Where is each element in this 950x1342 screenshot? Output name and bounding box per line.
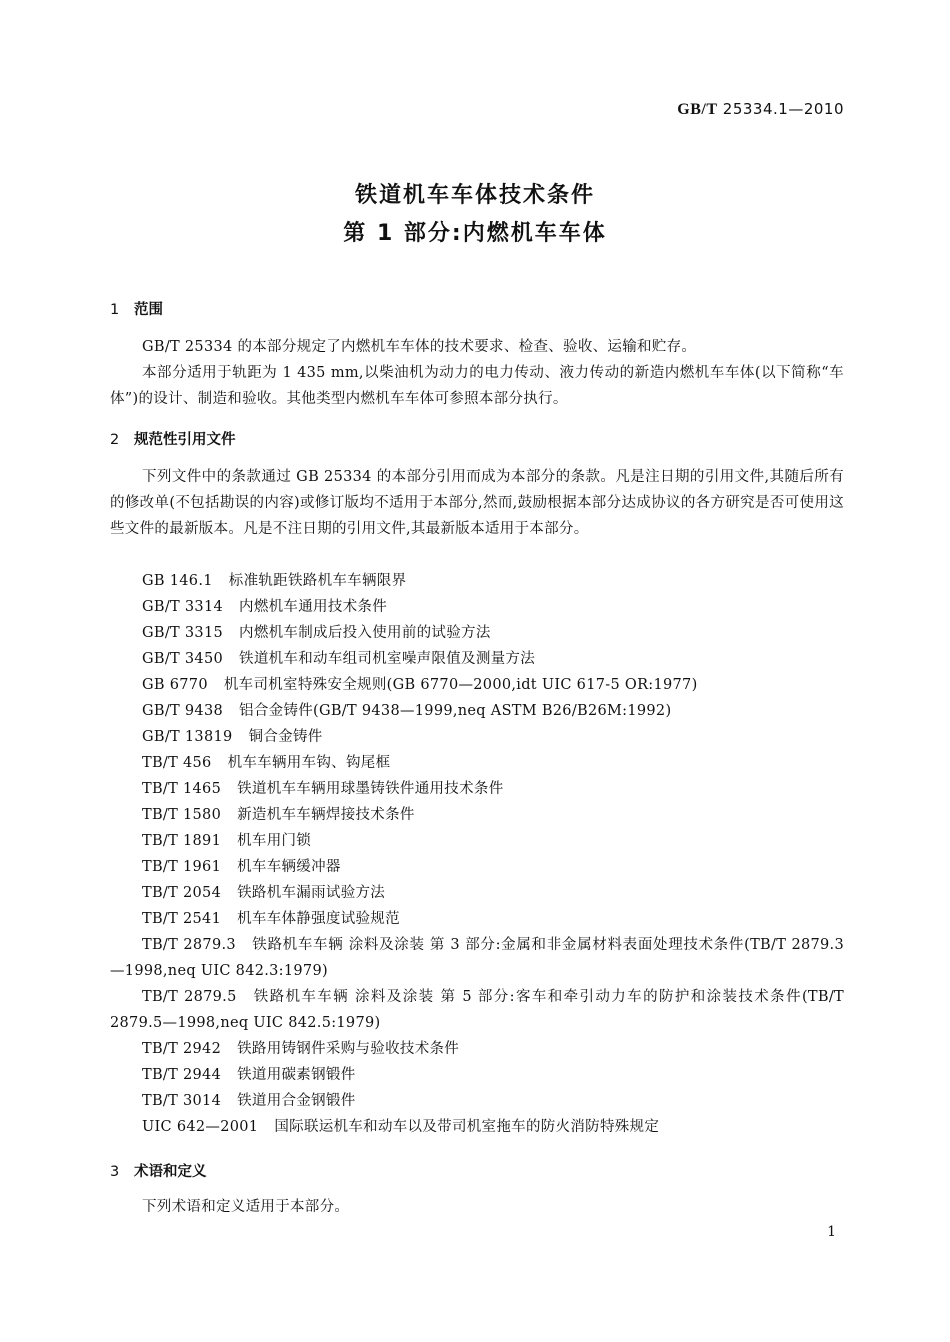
reference-title: 机车用门锁 xyxy=(237,833,312,849)
reference-code: GB/T 9438 xyxy=(142,703,224,719)
section-1-paragraph-2: 本部分适用于轨距为 1 435 mm,以柴油机为动力的电力传动、液力传动的新造内燃机车车体(以下简称“车体”)的设计、制造和验收。其他类型内燃机车车体可参照本部分执行。 xyxy=(110,365,844,407)
reference-item xyxy=(142,568,406,594)
section-2-intro: 下列文件中的条款通过 GB 25334 的本部分引用而成为本部分的条款。凡是注日期的引用文件,其随后所有的修改单(不包括勘误的内容)或修订版均不适用于本部分,然而,鼓励根据本部分达成协议的各方研究是否可使用这些文件的最新版本。凡是不注日期的引用文件,其最新版本适用于本部分。 xyxy=(110,469,844,537)
reference-item xyxy=(142,1062,356,1088)
reference-code: TB/T 2879.3 xyxy=(142,937,236,953)
reference-code: TB/T 1961 xyxy=(142,859,222,875)
reference-item xyxy=(142,672,698,698)
reference-title: 铁道用碳素钢锻件 xyxy=(237,1067,356,1083)
reference-item xyxy=(142,1036,459,1062)
reference-code: GB/T 3314 xyxy=(142,599,224,615)
reference-title: 铁道机车车辆用球墨铸铁件通用技术条件 xyxy=(237,781,504,797)
section-number: 1 xyxy=(110,302,120,318)
section-3-paragraph-1: 下列术语和定义适用于本部分。 xyxy=(142,1199,350,1215)
reference-title: 铁路机车车辆 涂料及涂装 第 5 部分:客车和牵引动力车的防护和涂装技术条件(TB/T 2879.5—1998,neq UIC 842.5:1979) xyxy=(110,989,845,1031)
section-1-paragraph-1: GB/T 25334 的本部分规定了内燃机车车体的技术要求、检查、验收、运输和贮存。 xyxy=(142,339,697,355)
reference-title: 铁道用合金钢锻件 xyxy=(237,1093,356,1109)
reference-title: 内燃机车通用技术条件 xyxy=(239,599,388,615)
reference-title: 标准轨距铁路机车车辆限界 xyxy=(228,573,407,589)
section-number: 3 xyxy=(110,1164,120,1180)
reference-title: 国际联运机车和动车以及带司机室拖车的防火消防特殊规定 xyxy=(274,1119,660,1135)
reference-item xyxy=(142,1114,659,1140)
reference-item xyxy=(142,646,535,672)
reference-title: 铁道机车和动车组司机室噪声限值及测量方法 xyxy=(239,651,536,667)
reference-title: 铁路机车漏雨试验方法 xyxy=(237,885,386,901)
reference-code: GB/T 3450 xyxy=(142,651,224,667)
reference-item xyxy=(142,698,671,724)
reference-code: TB/T 2054 xyxy=(142,885,222,901)
reference-code: TB/T 1465 xyxy=(142,781,222,797)
reference-title: 铜合金铸件 xyxy=(248,729,323,745)
reference-code: GB/T 3315 xyxy=(142,625,224,641)
document-title-line2: 第 1 部分:内燃机车车体 xyxy=(343,221,607,246)
section-2-heading xyxy=(110,428,236,449)
section-number: 2 xyxy=(110,432,120,448)
reference-title: 机车车体静强度试验规范 xyxy=(237,911,400,927)
reference-item xyxy=(142,1088,356,1114)
reference-item xyxy=(142,620,491,646)
reference-code: TB/T 1580 xyxy=(142,807,222,823)
reference-code: TB/T 3014 xyxy=(142,1093,222,1109)
reference-item xyxy=(142,594,387,620)
reference-code: UIC 642—2001 xyxy=(142,1119,259,1135)
reference-code: TB/T 2541 xyxy=(142,911,222,927)
reference-title: 铝合金铸件(GB/T 9438—1999,neq ASTM B26/B26M:1992) xyxy=(239,703,672,719)
reference-title: 机车司机室特殊安全规则(GB 6770—2000,idt UIC 617-5 OR:1977) xyxy=(223,677,698,693)
reference-item xyxy=(142,906,400,932)
reference-item xyxy=(110,932,844,984)
reference-item xyxy=(142,776,504,802)
reference-item xyxy=(110,984,844,1036)
reference-item xyxy=(142,828,311,854)
reference-title: 机车车辆缓冲器 xyxy=(237,859,341,875)
reference-title: 铁路机车车辆 涂料及涂装 第 3 部分:金属和非金属材料表面处理技术条件(TB/T 2879.3—1998,neq UIC 842.3:1979) xyxy=(110,937,844,979)
reference-item xyxy=(142,802,415,828)
reference-item xyxy=(142,880,385,906)
reference-code: TB/T 1891 xyxy=(142,833,222,849)
reference-title: 内燃机车制成后投入使用前的试验方法 xyxy=(239,625,491,641)
standard-prefix: GB/T xyxy=(677,101,718,118)
section-title: 术语和定义 xyxy=(134,1164,207,1180)
section-3-heading xyxy=(110,1160,207,1181)
reference-code: GB 146.1 xyxy=(142,573,213,589)
reference-code: GB 6770 xyxy=(142,677,208,693)
reference-title: 新造机车车辆焊接技术条件 xyxy=(237,807,415,823)
reference-code: TB/T 456 xyxy=(142,755,212,771)
reference-code: GB/T 13819 xyxy=(142,729,233,745)
page-number: 1 xyxy=(827,1224,836,1240)
section-title: 规范性引用文件 xyxy=(134,432,236,448)
reference-item xyxy=(142,724,323,750)
reference-title: 机车车辆用车钩、钩尾框 xyxy=(227,755,391,771)
section-1-heading xyxy=(110,298,163,319)
reference-item xyxy=(142,750,390,776)
reference-item xyxy=(142,854,341,880)
reference-title: 铁路用铸钢件采购与验收技术条件 xyxy=(237,1041,460,1057)
reference-code: TB/T 2944 xyxy=(142,1067,222,1083)
standard-number xyxy=(677,100,844,119)
reference-code: TB/T 2879.5 xyxy=(142,989,237,1005)
reference-code: TB/T 2942 xyxy=(142,1041,222,1057)
standard-code: 25334.1—2010 xyxy=(722,100,844,118)
section-title: 范围 xyxy=(134,302,163,318)
document-title-line1: 铁道机车车体技术条件 xyxy=(354,183,595,208)
